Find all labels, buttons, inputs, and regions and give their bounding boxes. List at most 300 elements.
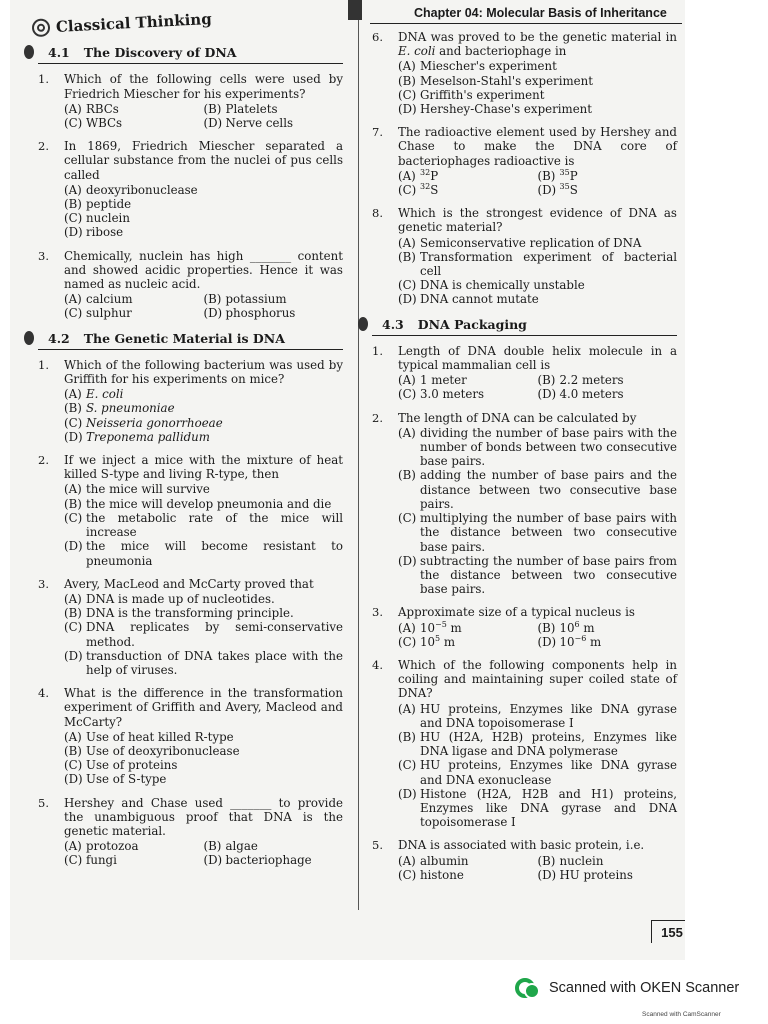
oken-logo-icon — [515, 976, 539, 1000]
question — [38, 139, 343, 239]
textbook-page — [10, 0, 685, 960]
option — [398, 373, 538, 387]
binder-mark — [348, 0, 362, 20]
option-text: protozoa — [86, 839, 139, 854]
option-letter: (C) — [398, 758, 417, 773]
option-text: Semiconservative replication of DNA — [420, 235, 642, 250]
option — [398, 278, 677, 292]
option-text: DNA cannot mutate — [420, 292, 539, 307]
option-row — [398, 169, 677, 183]
option-letter: (D) — [398, 292, 417, 307]
question-number: 5. — [372, 838, 383, 853]
option-row — [398, 635, 677, 649]
option-text: algae — [225, 839, 258, 854]
option — [398, 868, 538, 882]
option-letter: (C) — [398, 867, 417, 882]
option — [538, 635, 678, 649]
scanner-subtext: Scanned with CamScanner — [642, 1011, 721, 1018]
option-text: $10^5$ m — [420, 633, 456, 649]
question-number: 4. — [38, 686, 49, 701]
option-row — [64, 387, 343, 401]
option-text: HU proteins — [559, 867, 633, 882]
option-text: HU proteins, Enzymes like DNA gyrase and DNA topoisomerase I — [420, 701, 677, 730]
question-text: Which of the following components help in coiling and maintaining super coiled state of DNA? — [398, 657, 677, 701]
option-letter: (D) — [203, 116, 223, 131]
options — [64, 387, 343, 444]
option-letter: (D) — [537, 867, 557, 882]
option-letter: (B) — [398, 729, 416, 744]
option-text: 1 meter — [420, 373, 467, 388]
option-letter: (B) — [398, 249, 416, 264]
option-row — [64, 606, 343, 620]
option-row — [398, 387, 677, 401]
option-text: Use of proteins — [86, 758, 178, 773]
option — [398, 88, 677, 102]
option-row — [398, 373, 677, 387]
option-letter: (C) — [64, 211, 83, 226]
question — [372, 658, 677, 829]
options — [398, 373, 677, 401]
option-row — [398, 730, 677, 758]
question-body — [64, 249, 343, 321]
option-letter: (C) — [64, 853, 83, 868]
option-letter: (B) — [64, 743, 82, 758]
option-letter: (D) — [537, 634, 557, 649]
question-body — [398, 206, 677, 306]
option-text: Nerve cells — [225, 116, 294, 131]
option-text: HU proteins, Enzymes like DNA gyrase and DNA exonuclease — [420, 758, 677, 787]
left-column — [38, 9, 343, 877]
section-title: The Genetic Material is DNA — [83, 330, 285, 346]
option-letter: (B) — [203, 839, 222, 854]
option — [64, 387, 343, 401]
option — [398, 426, 677, 469]
option-letter: (A) — [64, 729, 82, 744]
option-row — [398, 621, 677, 635]
question-number: 5. — [38, 795, 49, 810]
question-number: 3. — [38, 576, 49, 591]
option-text: adding the number of base pairs and the distance between two consecutive base pairs. — [420, 468, 677, 511]
question-body — [64, 577, 343, 677]
option-row — [398, 88, 677, 102]
question-number: 1. — [38, 72, 49, 87]
option-text: transduction of DNA takes place with the help of viruses. — [86, 648, 343, 677]
option-row — [398, 868, 677, 882]
question-text: Length of DNA double helix molecule in a typical mammalian cell is — [398, 343, 677, 373]
option — [64, 482, 343, 496]
scanner-watermark — [515, 976, 739, 1000]
option-text: deoxyribonuclease — [86, 182, 198, 197]
option-letter: (D) — [64, 648, 83, 663]
option — [398, 236, 677, 250]
option-text: DNA is made up of nucleotides. — [86, 591, 275, 606]
option-text: Neisseria gonorrhoeae — [86, 415, 223, 430]
options — [398, 854, 677, 882]
option-row — [64, 211, 343, 225]
question — [372, 206, 677, 306]
option-row — [398, 250, 677, 278]
option — [64, 306, 204, 320]
option-text: potassium — [225, 292, 287, 307]
option-row — [64, 772, 343, 786]
option — [204, 853, 344, 867]
spiral-icon — [358, 317, 368, 331]
option-text: Platelets — [225, 101, 278, 116]
option — [538, 621, 678, 635]
option-row — [64, 730, 343, 744]
question-number: 8. — [372, 206, 383, 221]
option-text: E. coli — [86, 387, 124, 402]
option — [398, 554, 677, 597]
sub-heading — [38, 330, 343, 350]
sub-heading — [38, 44, 343, 64]
option-letter: (B) — [64, 197, 82, 212]
right-column — [372, 30, 677, 891]
option — [64, 758, 343, 772]
option — [398, 387, 538, 401]
option-row — [64, 839, 343, 853]
question — [372, 344, 677, 402]
question — [38, 577, 343, 677]
option-letter: (C) — [64, 415, 83, 430]
option-letter: (A) — [64, 182, 82, 197]
option-text: sulphur — [86, 306, 132, 321]
option-text: bacteriophage — [225, 853, 312, 868]
option-letter: (B) — [537, 853, 556, 868]
question-number: 3. — [38, 248, 49, 263]
option-letter: (A) — [398, 701, 416, 716]
question-text: Which of the following bacterium was used by Griffith for his experiments on mice? — [64, 357, 343, 387]
option — [398, 758, 677, 786]
option — [398, 250, 677, 278]
option-text: Histone (H2A, H2B and H1) proteins, Enzymes like DNA gyrase and DNA topoisomerase I — [420, 786, 677, 830]
option — [538, 183, 678, 197]
option-text: the mice will become resistant to pneumonia — [86, 539, 343, 568]
options — [398, 621, 677, 649]
options — [398, 236, 677, 307]
options — [64, 730, 343, 787]
option-row — [64, 482, 343, 496]
option — [398, 59, 677, 73]
question-text: If we inject a mice with the mixture of heat killed S-type and living R-type, then — [64, 453, 343, 482]
option-letter: (B) — [64, 401, 82, 416]
option-text: the mice will develop pneumonia and die — [86, 496, 332, 511]
question — [38, 72, 343, 130]
option-letter: (D) — [64, 772, 83, 787]
question-body — [398, 344, 677, 402]
option-letter: (A) — [64, 387, 82, 402]
question — [38, 249, 343, 321]
option — [64, 839, 204, 853]
option — [64, 620, 343, 648]
option — [204, 116, 344, 130]
question-number: 2. — [38, 139, 49, 154]
option-text: $^{35}$P — [559, 167, 578, 183]
option — [538, 169, 678, 183]
option — [64, 225, 343, 239]
question — [38, 453, 343, 568]
option-text: multiplying the number of base pairs with the distance between two consecutive base pairs. — [420, 511, 677, 554]
question-text: Hershey and Chase used _______ to provide the unambiguous proof that DNA is the genetic material. — [64, 795, 343, 838]
option-text: the metabolic rate of the mice will increase — [86, 510, 343, 540]
option-letter: (A) — [64, 591, 82, 606]
option-letter: (D) — [537, 183, 557, 198]
sub-heading-4-3: 4.3 DNA Packaging — [372, 316, 677, 336]
question-text: Which of the following cells were used by Friedrich Miescher for his experiments? — [64, 72, 343, 101]
option — [398, 102, 677, 116]
option-text: Use of S-type — [86, 772, 167, 787]
option — [64, 292, 204, 306]
option-row — [64, 102, 343, 116]
option-letter: (A) — [64, 292, 82, 307]
option-text: albumin — [420, 853, 469, 868]
option-row — [64, 758, 343, 772]
option-row — [64, 592, 343, 606]
options — [64, 839, 343, 867]
question — [38, 796, 343, 868]
question-text: The radioactive element used by Hershey and Chase to make the DNA core of bacteriophages radioactive is — [398, 125, 677, 168]
spiral-icon — [32, 18, 51, 37]
option-row — [398, 236, 677, 250]
option-row — [64, 430, 343, 444]
question-text: Approximate size of a typical nucleus is — [398, 605, 635, 620]
question-number: 1. — [38, 357, 49, 372]
question-text: In 1869, Friedrich Miescher separated a cellular substance from the nuclei of pus cells called — [64, 139, 343, 182]
question — [372, 411, 677, 597]
options — [398, 169, 677, 197]
option-row — [64, 306, 343, 320]
option-letter: (A) — [64, 839, 82, 854]
question-body — [64, 796, 343, 868]
question-body — [64, 453, 343, 568]
option-row — [398, 183, 677, 197]
option-letter: (A) — [398, 168, 416, 183]
option — [64, 116, 204, 130]
question-number: 1. — [372, 343, 383, 358]
option-text: DNA is the transforming principle. — [86, 606, 294, 621]
question-body — [398, 605, 677, 649]
option-letter: (C) — [398, 278, 417, 293]
option-text: Transformation experiment of bacterial cell — [420, 249, 677, 279]
option — [64, 197, 343, 211]
question-body — [64, 686, 343, 786]
option-letter: (C) — [64, 306, 83, 321]
option-text: nuclein — [86, 211, 130, 226]
option-letter: (D) — [203, 853, 223, 868]
option — [398, 621, 538, 635]
option — [64, 853, 204, 867]
option — [398, 74, 677, 88]
option-letter: (D) — [398, 553, 417, 568]
options — [64, 183, 343, 240]
option — [64, 401, 343, 415]
right-questions-a — [372, 30, 677, 307]
option-text: Griffith's experiment — [420, 87, 545, 102]
option-letter: (C) — [398, 183, 417, 198]
option — [398, 468, 677, 511]
option-text: $^{35}$S — [559, 182, 578, 198]
spiral-icon — [24, 331, 34, 345]
page-number: 155 — [651, 920, 685, 943]
option-text: 3.0 meters — [420, 387, 485, 402]
question-body — [398, 411, 677, 597]
option-letter: (D) — [64, 429, 83, 444]
question-body — [398, 658, 677, 829]
option-letter: (A) — [64, 101, 82, 116]
option-row — [398, 278, 677, 292]
option — [538, 868, 678, 882]
question-number: 3. — [372, 605, 383, 620]
option — [398, 730, 677, 758]
option-letter: (A) — [398, 853, 416, 868]
option-row — [64, 744, 343, 758]
option-text: $^{32}$P — [420, 167, 439, 183]
left-content — [38, 44, 343, 867]
option-letter: (C) — [64, 510, 83, 525]
option-letter: (C) — [398, 511, 417, 526]
question-body — [398, 125, 677, 197]
options — [398, 702, 677, 830]
question — [38, 686, 343, 786]
option-letter: (B) — [537, 373, 556, 388]
question-number: 2. — [372, 410, 383, 425]
option — [64, 730, 343, 744]
option — [64, 539, 343, 567]
option-row — [64, 497, 343, 511]
spiral-icon — [24, 45, 34, 59]
option — [64, 430, 343, 444]
option-text: ribose — [86, 225, 124, 240]
option-letter: (A) — [398, 620, 416, 635]
option-letter: (D) — [398, 786, 417, 801]
option — [64, 772, 343, 786]
option-text: Hershey-Chase's experiment — [420, 102, 593, 117]
option-letter: (B) — [203, 292, 222, 307]
option-text: nuclein — [559, 853, 604, 868]
options — [398, 426, 677, 596]
option-text: $10^{-5}$ m — [420, 619, 462, 635]
option-row — [398, 468, 677, 511]
option — [64, 183, 343, 197]
option-row — [398, 426, 677, 469]
option-letter: (A) — [398, 59, 416, 74]
section-heading: Classical Thinking — [56, 5, 343, 34]
option-letter: (A) — [398, 425, 416, 440]
option-row — [64, 292, 343, 306]
question-body — [64, 72, 343, 130]
option — [64, 744, 343, 758]
option-row — [398, 554, 677, 597]
chapter-title: Chapter 04: Molecular Basis of Inheritance — [414, 6, 667, 20]
question-text: Avery, MacLeod and McCarty proved that — [64, 576, 314, 591]
options — [64, 482, 343, 567]
option — [64, 416, 343, 430]
option — [64, 511, 343, 539]
question-text: What is the difference in the transformation experiment of Griffith and Avery, Macleod and McCarty? — [64, 686, 343, 729]
option — [398, 511, 677, 554]
option — [64, 211, 343, 225]
question — [38, 358, 343, 444]
option-row — [398, 74, 677, 88]
scanner-text: Scanned with OKEN Scanner — [549, 980, 740, 996]
option-text: S. pneumoniae — [86, 401, 175, 416]
option — [204, 292, 344, 306]
option-text: histone — [420, 867, 464, 882]
question-text: Which is the strongest evidence of DNA as genetic material? — [398, 206, 677, 235]
option-text: $10^{-6}$ m — [559, 633, 602, 649]
option — [538, 854, 678, 868]
option-row — [64, 649, 343, 677]
question-number: 6. — [372, 30, 383, 44]
question — [372, 605, 677, 649]
option-text: peptide — [86, 197, 132, 212]
question — [372, 30, 677, 116]
option-text: phosphorus — [225, 306, 296, 321]
option-text: the mice will survive — [86, 482, 210, 497]
question-body — [398, 838, 677, 882]
option-letter: (A) — [398, 373, 416, 388]
question-text: DNA is associated with basic protein, i.e. — [398, 838, 645, 853]
option — [538, 373, 678, 387]
options — [64, 292, 343, 320]
option-letter: (B) — [537, 168, 556, 183]
option — [398, 854, 538, 868]
option-text: calcium — [86, 292, 133, 307]
option-letter: (B) — [398, 73, 416, 88]
option — [64, 102, 204, 116]
option-row — [64, 539, 343, 567]
option — [398, 183, 538, 197]
option-letter: (C) — [398, 634, 417, 649]
option-letter: (D) — [64, 539, 83, 554]
options — [64, 102, 343, 130]
option-row — [398, 59, 677, 73]
option-letter: (B) — [203, 101, 222, 116]
option-row — [398, 758, 677, 786]
question — [372, 125, 677, 197]
option-text: fungi — [86, 853, 117, 868]
option-text: HU (H2A, H2B) proteins, Enzymes like DNA ligase and DNA polymerase — [420, 729, 677, 759]
option-letter: (D) — [64, 225, 83, 240]
section-number: 4.1 — [48, 45, 70, 61]
question-number: 7. — [372, 125, 383, 140]
option-text: Miescher's experiment — [420, 59, 557, 74]
section-title: The Discovery of DNA — [83, 45, 237, 61]
option — [64, 649, 343, 677]
option-text: WBCs — [86, 116, 123, 131]
option-text: $^{32}$S — [420, 182, 439, 198]
option-letter: (D) — [203, 306, 223, 321]
option-letter: (B) — [398, 468, 416, 483]
option-letter: (B) — [64, 496, 82, 511]
option-text: Use of deoxyribonuclease — [86, 743, 240, 758]
option-row — [398, 102, 677, 116]
option-row — [64, 853, 343, 867]
option — [64, 497, 343, 511]
option-text: DNA is chemically unstable — [420, 278, 585, 293]
option-text: subtracting the number of base pairs from the distance between two consecutive base pairs. — [420, 553, 677, 597]
option-text: Treponema pallidum — [86, 429, 210, 444]
option — [398, 169, 538, 183]
question-number: 4. — [372, 657, 383, 672]
option-text: 2.2 meters — [559, 373, 624, 388]
option-row — [64, 416, 343, 430]
option-letter: (C) — [64, 620, 83, 635]
option-text: Use of heat killed R-type — [86, 729, 234, 744]
option-text: RBCs — [86, 101, 119, 116]
option — [204, 102, 344, 116]
option — [398, 787, 677, 830]
